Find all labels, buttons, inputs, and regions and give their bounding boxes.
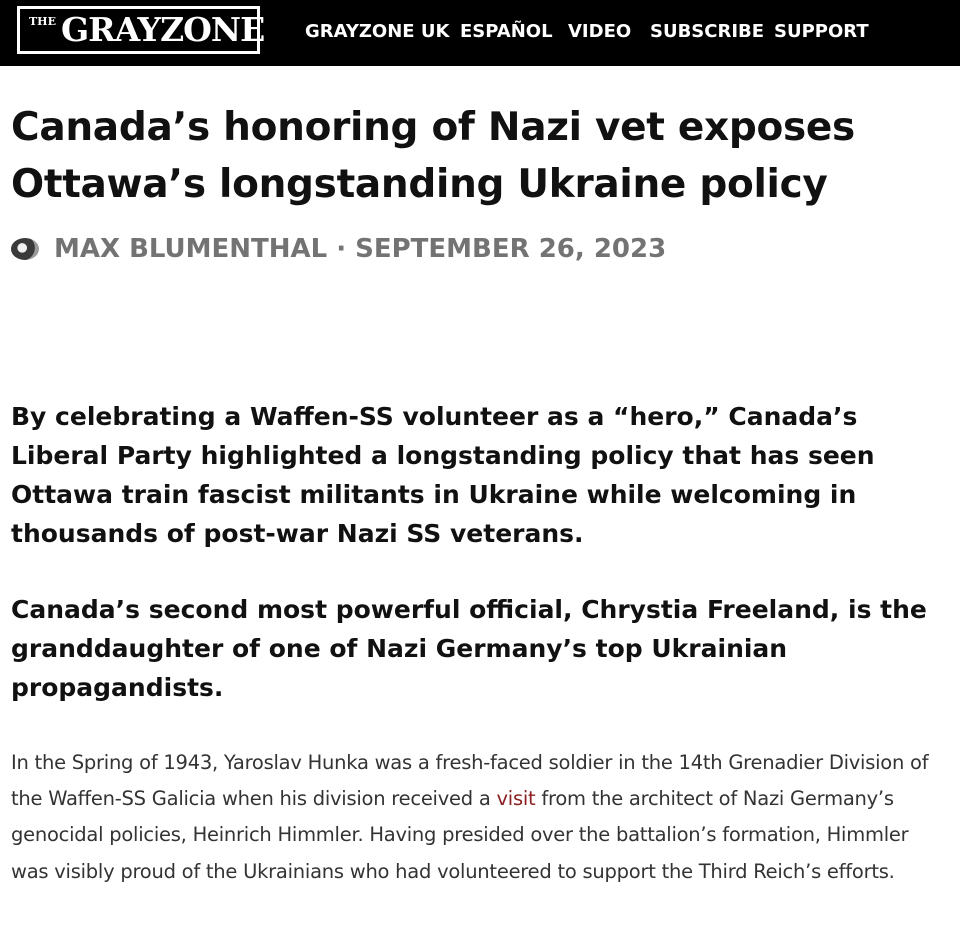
author-name[interactable]: MAX BLUMENTHAL xyxy=(54,234,328,264)
nav-item-espanol[interactable]: ESPAÑOL xyxy=(460,21,553,42)
site-header xyxy=(0,0,960,66)
publish-date: SEPTEMBER 26, 2023 xyxy=(355,234,667,264)
nav-item-grayzone-uk[interactable]: GRAYZONE UK xyxy=(305,21,450,42)
author-avatar[interactable] xyxy=(11,238,39,260)
byline-separator: · xyxy=(336,234,347,264)
byline xyxy=(11,232,666,266)
nav-item-support[interactable]: SUPPORT xyxy=(774,21,869,42)
nav-item-subscribe[interactable]: SUBSCRIBE xyxy=(650,21,765,42)
article-body-paragraph xyxy=(11,745,946,890)
article-title: Canada’s honoring of Nazi vet exposes Ottawa’s longstanding Ukraine policy xyxy=(11,105,855,207)
article-lede-1: By celebrating a Waffen-SS volunteer as a “hero,” Canada’s Liberal Party highlighted a longstanding policy that has seen Ottawa train fascist militants in Ukraine while welcoming in thousands of post-war Nazi SS veterans. xyxy=(11,402,875,548)
logo-main-text: GRAYZONE xyxy=(60,10,265,49)
site-logo[interactable] xyxy=(17,6,265,54)
article-lede-2: Canada’s second most powerful official, Chrystia Freeland, is the granddaughter of one of Nazi Germany’s top Ukrainian propagandists. xyxy=(11,595,927,702)
body-text-before-link: In the Spring of 1943, Yaroslav Hunka was a fresh-faced soldier in the 14th Grenadier Division of the Waffen-SS Galicia when his division received a xyxy=(11,751,929,811)
body-text-after-link: from the architect of Nazi Germany’s genocidal policies, Heinrich Himmler. Having presided over the battalion’s formation, Himmler was visibly proud of the Ukrainians who had volunteered to support the Third Reich’s efforts. xyxy=(11,787,909,883)
logo-the-text: THE xyxy=(29,15,56,28)
visit-link[interactable]: visit xyxy=(496,787,536,811)
nav-item-video[interactable]: VIDEO xyxy=(568,21,632,42)
